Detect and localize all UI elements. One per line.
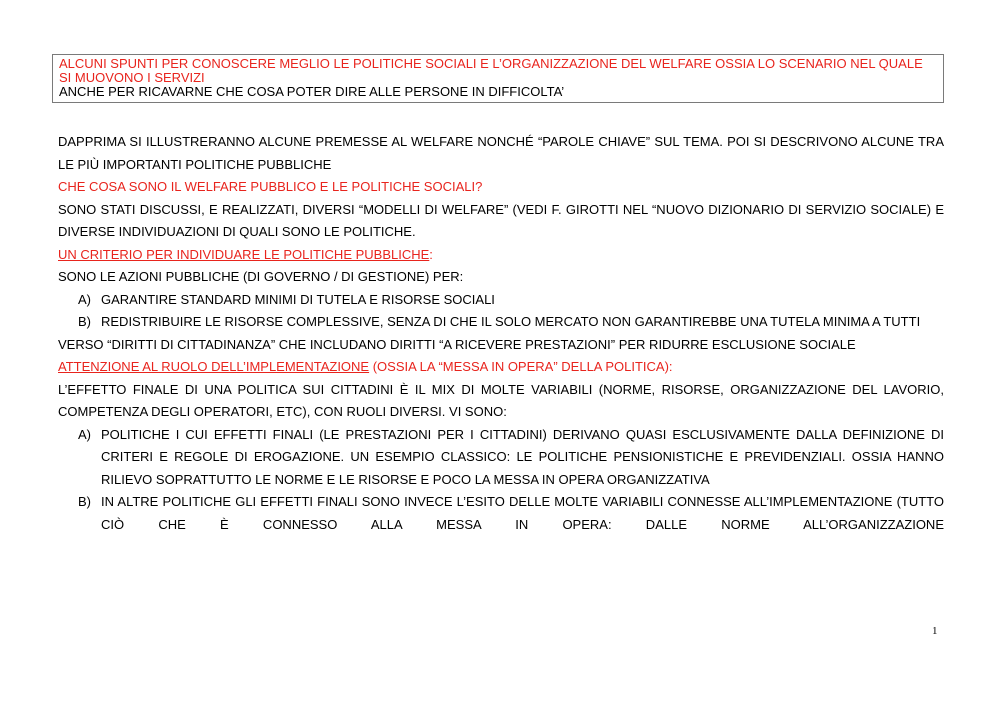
models-paragraph: SONO STATI DISCUSSI, E REALIZZATI, DIVERSI “MODELLI DI WELFARE” (VEDI F. GIROTTI NEL “NUOVO DIZIONARIO DI SERVIZIO SOCIALE) E DIVERSE INDIVIDUAZIONI DI QUALI SONO LE POLITICHE.: [58, 201, 944, 239]
implementation-heading: [58, 356, 944, 379]
document-body: [58, 131, 944, 536]
list-item: [58, 491, 944, 536]
list-item: [58, 311, 944, 334]
criterion-heading-text: UN CRITERIO PER INDIVIDUARE LE POLITICHE PUBBLICHE: [58, 246, 430, 262]
rights-paragraph: VERSO “DIRITTI DI CITTADINANZA” CHE INCLUDANO DIRITTI “A RICEVERE PRESTAZIONI” PER RIDURRE ESCLUSIONE SOCIALE: [58, 336, 856, 352]
implementation-heading-text: ATTENZIONE AL RUOLO DELL’IMPLEMENTAZIONE: [58, 359, 370, 374]
list-text: POLITICHE I CUI EFFETTI FINALI (LE PRESTAZIONI PER I CITTADINI) DERIVANO QUASI ESCLUSIVAMENTE DALLA DEFINIZIONE DI CRITERI E REGOLE DI EROGAZIONE. UN ESEMPIO CLASSICO: LE POLITICHE PENSIONISTICHE E PREVIDENZIALI. OSSIA HANNO RILIEVO SOPRATTUTTO LE NORME E LE RISORSE E POCO LA MESSA IN OPERA ORGANIZZATIVA: [101, 426, 944, 487]
list-text: GARANTIRE STANDARD MINIMI DI TUTELA E RISORSE SOCIALI: [101, 291, 495, 307]
implementation-heading-rest: (OSSIA LA “MESSA IN OPERA” DELLA POLITICA):: [369, 359, 673, 374]
intro-paragraph: DAPPRIMA SI ILLUSTRERANNO ALCUNE PREMESSE AL WELFARE NONCHÉ “PAROLE CHIAVE” SUL TEMA. POI SI DESCRIVONO ALCUNE TRA LE PIÙ IMPORTANTI POLITICHE PUBBLICHE: [58, 134, 944, 172]
criterion-heading-colon: :: [429, 246, 433, 262]
criterion-heading: [58, 244, 944, 267]
header-title: ALCUNI SPUNTI PER CONOSCERE MEGLIO LE POLITICHE SOCIALI E L’ORGANIZZAZIONE DEL WELFARE OSSIA LO SCENARIO NEL QUALE SI MUOVONO I SERVIZI: [59, 56, 923, 85]
list-marker: A): [78, 426, 91, 442]
list-text: IN ALTRE POLITICHE GLI EFFETTI FINALI SONO INVECE L’ESITO DELLE MOLTE VARIABILI CONNESSE ALL’IMPLEMENTAZIONE (TUTTO CIÒ CHE È CONNESSO ALLA MESSA IN OPERA: DALLE NORME ALL’ORGANIZZAZIONE: [101, 494, 944, 532]
list-marker: A): [78, 291, 91, 307]
list-marker: B): [78, 494, 91, 509]
effects-paragraph: L’EFFETTO FINALE DI UNA POLITICA SUI CITTADINI È IL MIX DI MOLTE VARIABILI (NORME, RISORSE, ORGANIZZAZIONE DEL LAVORIO, COMPETENZA DEGLI OPERATORI, ETC), CON RUOLI DIVERSI. VI SONO:: [58, 381, 944, 419]
list-marker: B): [78, 314, 91, 329]
header-box: [52, 54, 944, 103]
list-item: [58, 289, 944, 312]
actions-paragraph: SONO LE AZIONI PUBBLICHE (DI GOVERNO / DI GESTIONE) PER:: [58, 269, 464, 284]
list-item: [58, 424, 944, 492]
list-text: REDISTRIBUIRE LE RISORSE COMPLESSIVE, SENZA DI CHE IL SOLO MERCATO NON GARANTIREBBE UNA TUTELA MINIMA A TUTTI: [101, 314, 921, 329]
question-heading: CHE COSA SONO IL WELFARE PUBBLICO E LE POLITICHE SOCIALI?: [58, 179, 483, 194]
page-number: 1: [932, 625, 938, 637]
header-subtitle: ANCHE PER RICAVARNE CHE COSA POTER DIRE ALLE PERSONE IN DIFFICOLTA’: [59, 84, 565, 99]
